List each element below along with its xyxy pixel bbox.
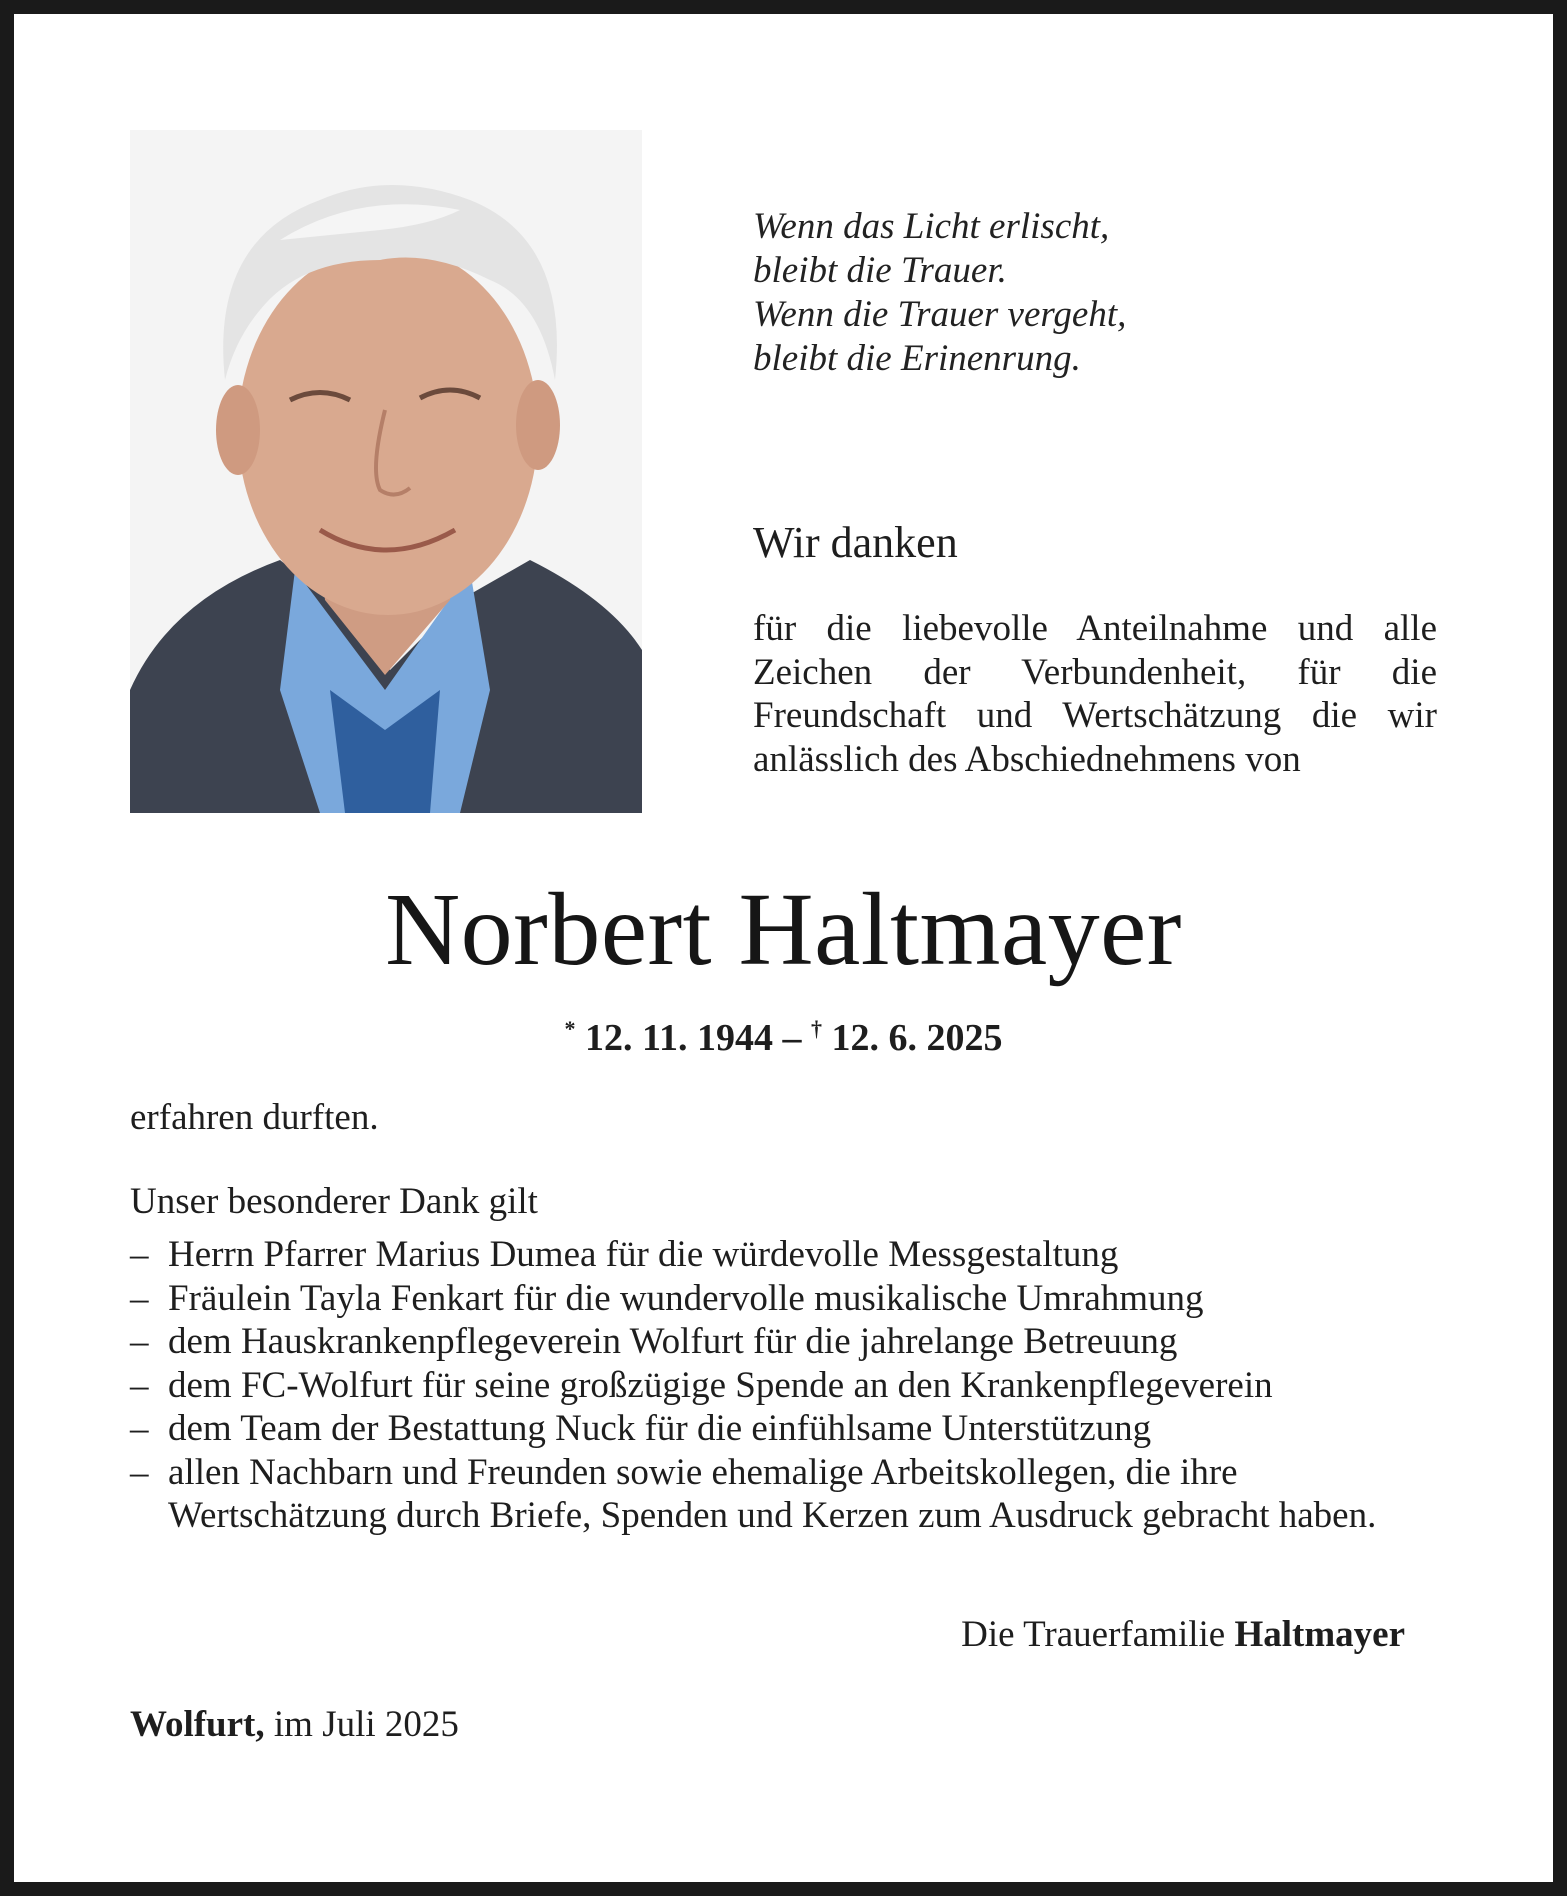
list-bullet: – xyxy=(130,1408,149,1449)
list-item xyxy=(130,1277,1440,1321)
date-separator: – xyxy=(782,1017,802,1059)
poem-line: bleibt die Trauer. xyxy=(753,250,1007,291)
list-item xyxy=(130,1451,1440,1538)
place-and-date xyxy=(130,1700,459,1750)
signature-prefix: Die Trauerfamilie xyxy=(961,1614,1226,1655)
special-thanks-intro: Unser besonderer Dank gilt xyxy=(130,1181,538,1222)
birth-symbol: * xyxy=(564,1016,576,1041)
signature-family: Haltmayer xyxy=(1234,1614,1405,1655)
place-date: im Juli 2025 xyxy=(273,1704,459,1745)
poem-line: Wenn das Licht erlischt, xyxy=(753,206,1110,247)
deceased-name: Norbert Haltmayer xyxy=(385,872,1182,987)
list-item-text: dem FC-Wolfurt für seine großzügige Spende an den Krankenpflegeverein xyxy=(168,1364,1273,1406)
death-symbol: † xyxy=(810,1016,822,1041)
portrait-illustration xyxy=(130,130,642,813)
closing-text: erfahren durften. xyxy=(130,1097,379,1138)
list-item-text: dem Team der Bestattung Nuck für die einfühlsame Unterstützung xyxy=(168,1408,1152,1449)
special-thanks-list xyxy=(130,1233,1440,1538)
list-item-text: Herrn Pfarrer Marius Dumea für die würdevolle Messgestaltung xyxy=(168,1234,1119,1275)
poem-line: Wenn die Trauer vergeht, xyxy=(753,294,1127,335)
list-item xyxy=(130,1407,1440,1451)
list-bullet: – xyxy=(130,1451,149,1493)
memorial-poem xyxy=(753,205,1313,381)
list-item-text: Fräulein Tayla Fenkart für die wundervolle musikalische Umrahmung xyxy=(168,1277,1204,1319)
birth-date: 12. 11. 1944 xyxy=(585,1017,773,1059)
list-item xyxy=(130,1320,1440,1364)
thanks-body: für die liebevolle Anteilnahme und alle Zeichen der Verbundenheit, für die Freundschaft und Wertschätzung die wir anlässlich des Abschiednehmens von xyxy=(753,608,1437,780)
list-item xyxy=(130,1364,1440,1408)
signature xyxy=(961,1610,1405,1660)
list-bullet: – xyxy=(130,1277,149,1319)
thanks-heading: Wir danken xyxy=(753,518,958,567)
portrait-photo xyxy=(130,130,642,813)
poem-line: bleibt die Erinenrung. xyxy=(753,338,1081,379)
place-town: Wolfurt, xyxy=(130,1704,265,1745)
list-item-text: dem Hauskrankenpflegeverein Wolfurt für die jahrelange Betreuung xyxy=(168,1321,1178,1362)
list-bullet: – xyxy=(130,1321,149,1362)
list-bullet: – xyxy=(130,1234,149,1275)
list-item xyxy=(130,1233,1440,1277)
list-item-text: allen Nachbarn und Freunden sowie ehemalige Arbeitskollegen, die ihre Wertschätzung durch Briefe, Spenden und Kerzen zum Ausdruck gebracht haben. xyxy=(168,1451,1377,1536)
list-bullet: – xyxy=(130,1364,149,1406)
life-dates xyxy=(0,1004,1567,1063)
death-date: 12. 6. 2025 xyxy=(831,1017,1003,1059)
